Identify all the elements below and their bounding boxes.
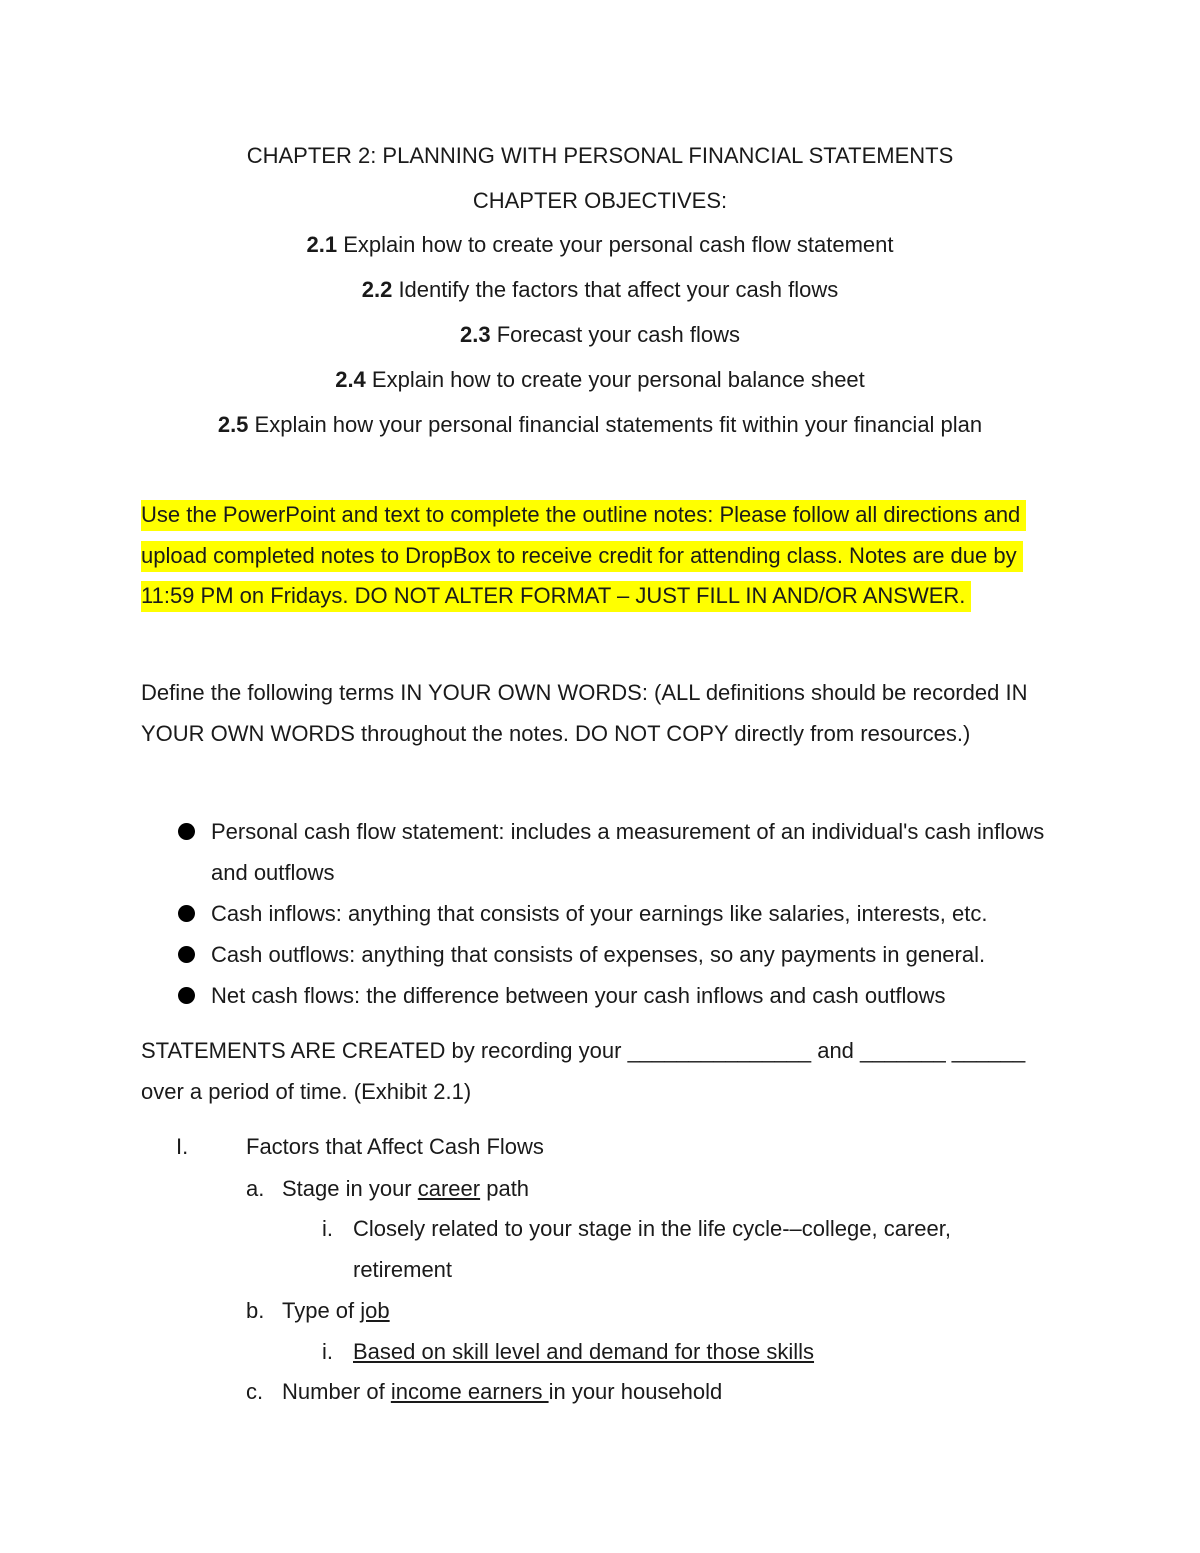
- filled-answer: income earners: [390, 1379, 549, 1404]
- objective-number: 2.4: [335, 367, 366, 392]
- objective-item: [0, 320, 1200, 350]
- outline-text: Type of: [282, 1298, 361, 1323]
- list-item: [175, 811, 1075, 893]
- objective-number: 2.2: [361, 277, 393, 302]
- outline-subitem-text-continued: retirement: [353, 1257, 453, 1282]
- outline-item-c: [282, 1377, 722, 1407]
- objective-item: [0, 230, 1200, 260]
- bullet-icon: [178, 905, 195, 922]
- bullet-icon: [178, 823, 195, 840]
- define-instructions: Define the following terms IN YOUR OWN WORDS: (ALL definitions should be recorded IN YOUR OWN WORDS throughout the notes. DO NOT COPY directly from resources.): [141, 680, 1028, 746]
- term-definition: Net cash flows: the difference between your cash inflows and cash outflows: [211, 983, 946, 1008]
- outline-item-b: [282, 1296, 390, 1326]
- bullet-icon: [178, 946, 195, 963]
- list-item: [175, 934, 1075, 975]
- objective-number: 2.5: [217, 412, 249, 437]
- objective-number: 2.3: [459, 322, 491, 347]
- filled-answer: job: [360, 1298, 390, 1323]
- outline-marker-b-i: i.: [322, 1339, 333, 1364]
- list-item: [175, 893, 1075, 934]
- page-title: CHAPTER 2: PLANNING WITH PERSONAL FINANCIAL STATEMENTS: [246, 143, 954, 168]
- objective-text: Identify the factors that affect your cash flows: [392, 277, 839, 302]
- list-item: [175, 975, 1075, 1016]
- outline-marker-a: a.: [246, 1176, 265, 1201]
- objective-text: Explain how to create your personal cash flow statement: [337, 232, 894, 257]
- objective-text: Explain how to create your personal balance sheet: [365, 367, 865, 392]
- outline-marker-I: I.: [176, 1134, 189, 1159]
- term-definition: Cash inflows: anything that consists of your earnings like salaries, interests, etc.: [211, 901, 988, 926]
- outline-heading: Factors that Affect Cash Flows: [246, 1134, 544, 1159]
- filled-answer: Based on skill level and demand for those skills: [353, 1339, 815, 1364]
- objectives-heading: CHAPTER OBJECTIVES:: [472, 188, 728, 213]
- term-definition: Personal cash flow statement: includes a measurement of an individual's cash inflows and outflows: [211, 819, 1045, 885]
- objective-item: [0, 410, 1200, 440]
- outline-text: in your household: [548, 1379, 723, 1404]
- highlighted-directions: Use the PowerPoint and text to complete the outline notes: Please follow all directions and upload completed notes to DropBox to receive credit for attending class. Notes are due by 11:59 PM on Fridays. DO NOT ALTER FORMAT – JUST FILL IN AND/OR ANSWER.: [141, 500, 1026, 612]
- outline-marker-b: b.: [246, 1298, 265, 1323]
- objective-item: [0, 275, 1200, 305]
- objective-text: Forecast your cash flows: [490, 322, 741, 347]
- bullet-icon: [178, 987, 195, 1004]
- objective-text: Explain how your personal financial statements fit within your financial plan: [248, 412, 983, 437]
- statements-fill-in: STATEMENTS ARE CREATED by recording your _______________ and _______ ______ over a period of time. (Exhibit 2.1): [141, 1038, 1026, 1104]
- outline-marker-c: c.: [246, 1379, 264, 1404]
- outline-marker-a-i: i.: [322, 1216, 333, 1241]
- outline-item-a: [282, 1174, 529, 1204]
- outline-subitem-text: Closely related to your stage in the life cycle-–college, career,: [353, 1216, 951, 1241]
- directions-paragraph: [141, 495, 1071, 617]
- outline-text: path: [480, 1176, 530, 1201]
- objective-number: 2.1: [306, 232, 338, 257]
- terms-list: [175, 811, 1075, 1016]
- term-definition: Cash outflows: anything that consists of expenses, so any payments in general.: [211, 942, 986, 967]
- outline-text: Stage in your: [282, 1176, 418, 1201]
- filled-answer: career: [417, 1176, 481, 1201]
- objective-item: [0, 365, 1200, 395]
- outline-text: Number of: [282, 1379, 391, 1404]
